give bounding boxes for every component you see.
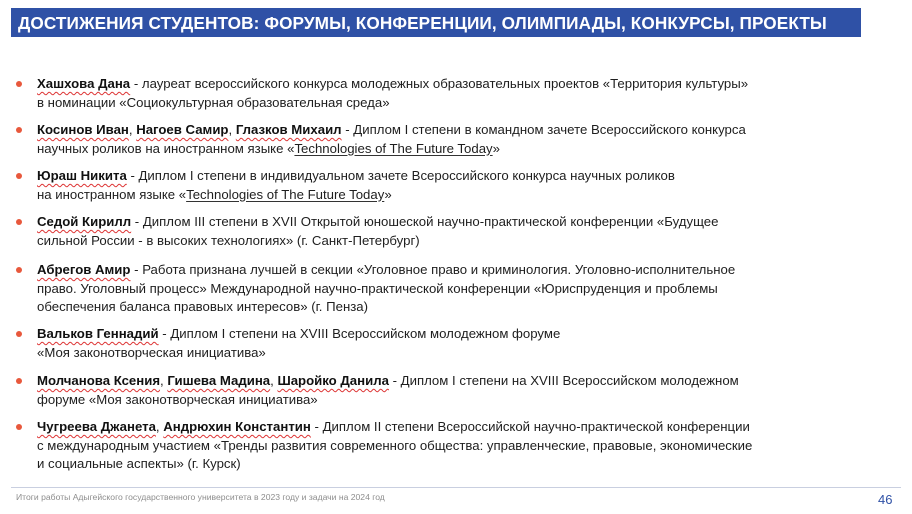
item-text: - Диплом I степени в командном зачете Всероссийского конкурса [341,122,746,137]
footer-divider [11,487,901,488]
student-name: Юраш Никита [37,168,127,183]
contest-title-link[interactable]: Technologies of The Future Today [186,186,385,202]
item-line [37,186,897,205]
list-item [37,213,897,250]
item-line [37,167,897,186]
item-text: - лауреат всероссийского конкурса молодежных образовательных проектов «Территория культуры» [130,76,749,91]
name-separator: , [160,373,168,388]
page-number: 46 [878,492,893,507]
list-item [37,261,897,317]
student-name: Чугреева Джанета [37,419,156,434]
item-text: научных роликов на иностранном языке « [37,140,295,156]
name-separator: , [228,122,236,137]
bullet-icon [16,173,22,179]
bullet-icon [16,219,22,225]
item-line [37,213,897,232]
name-separator: , [155,419,164,434]
item-line: обеспечения баланса правовых интересов» (г. Пенза) [37,299,369,314]
item-line: с международным участием «Тренды развития современного общества: управленческие, правовые, экономические [37,437,753,453]
item-text: - Работа признана лучшей в секции «Уголовное право и криминология. Уголовно-исполнительное [130,262,736,277]
list-item [37,325,897,362]
name-separator: , [128,122,137,137]
item-text: » [492,140,500,156]
student-name: Шаройко Данила [277,373,389,388]
name-separator: , [270,373,278,388]
bullet-icon [16,81,22,87]
list-item [37,418,897,474]
list-item [37,167,897,204]
bullet-icon [16,267,22,273]
item-line: право. Уголовный процесс» Международной научно-практической конференции «Юриспруденция и проблемы [37,280,718,296]
item-line: в номинации «Социокультурная образовательная среда» [37,94,390,110]
bullet-icon [16,424,22,430]
bullet-icon [16,127,22,133]
list-item [37,372,897,409]
item-line [37,372,897,391]
list-item [37,75,897,112]
list-item [37,121,897,158]
item-line [37,140,897,159]
item-line [37,325,897,344]
student-name: Абрегов Амир [37,262,131,277]
student-name: Гишева Мадина [167,373,271,388]
item-line [37,261,897,280]
item-line: форуме «Моя законотворческая инициатива» [37,391,318,407]
contest-title-link[interactable]: Technologies of The Future Today [294,140,493,156]
item-line [37,75,897,94]
student-name: Вальков Геннадий [37,326,159,341]
student-name: Андрюхин Константин [163,419,311,434]
student-name: Косинов Иван [37,122,129,137]
item-line [37,121,897,140]
item-text: - Диплом I степени на XVIII Всероссийском молодежном форуме [158,326,561,341]
item-line: «Моя законотворческая инициатива» [37,344,266,360]
item-line [37,418,897,437]
item-text: - Диплом I степени в индивидуальном зачете Всероссийского конкурса научных роликов [126,168,675,183]
item-line: и социальные аспекты» (г. Курск) [37,456,241,471]
item-line: сильной России - в высоких технологиях» (г. Санкт-Петербург) [37,232,420,248]
footer-caption: Итоги работы Адыгейского государственного университета в 2023 году и задачи на 2024 год [16,492,385,502]
bullet-icon [16,331,22,337]
student-name: Седой Кирилл [37,214,132,229]
title-bar [11,8,861,37]
item-text: - Диплом III степени в XVII Открытой юношеской научно-практической конференции «Будущее [131,214,719,229]
item-text: - Диплом I степени на XVIII Всероссийском молодежном [388,373,739,388]
page-title: ДОСТИЖЕНИЯ СТУДЕНТОВ: ФОРУМЫ, КОНФЕРЕНЦИИ, ОЛИМПИАДЫ, КОНКУРСЫ, ПРОЕКТЫ [18,13,827,33]
student-name: Нагоев Самир [136,122,229,137]
student-name: Хашхова Дана [37,76,131,91]
student-name: Глазков Михаил [235,122,342,137]
student-name: Молчанова Ксения [37,373,161,388]
item-text: - Диплом II степени Всероссийской научно-практической конференции [310,419,750,434]
item-text: на иностранном языке « [37,186,187,202]
item-text: » [384,186,392,202]
bullet-icon [16,378,22,384]
